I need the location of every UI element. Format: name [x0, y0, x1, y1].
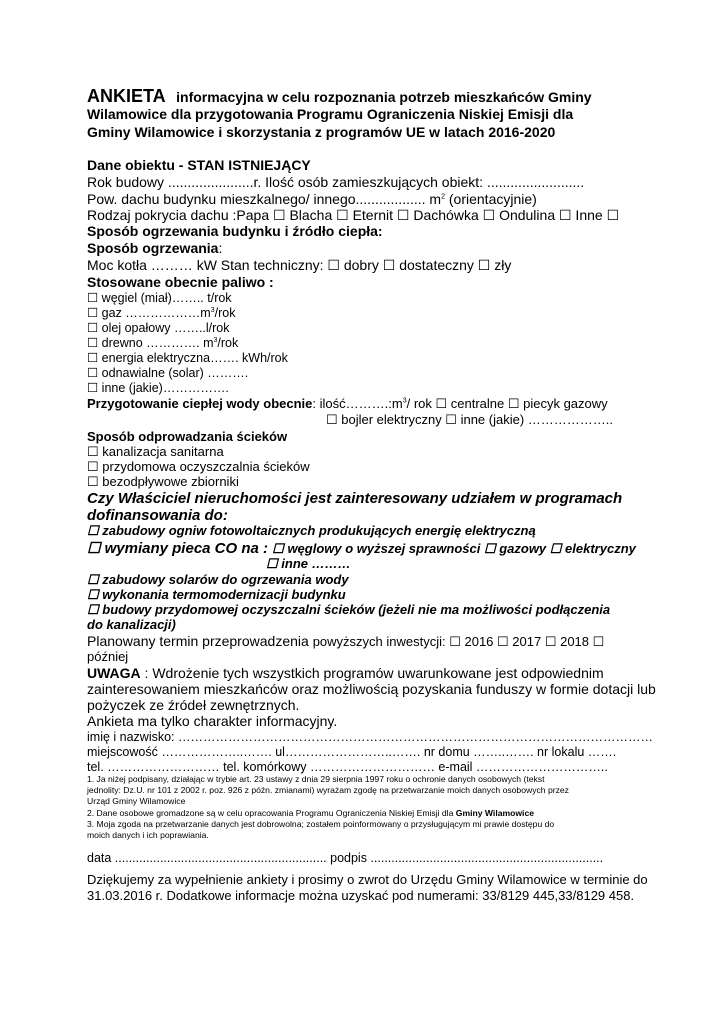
- name-field[interactable]: imię i nazwisko: ……………………………………………………………………………………………………: [87, 730, 653, 744]
- term-line: [87, 633, 604, 651]
- build-year-line: Rok budowy ......................r. Ilość osób zamieszkujących obiekt: .........................: [87, 174, 585, 190]
- fuel-heading: Stosowane obecnie paliwo :: [87, 274, 274, 290]
- fuel-option-coal: ☐ węgiel (miał)…….. t/rok: [87, 291, 232, 305]
- consent-1-line-3: Urząd Gminy Wilamowice: [87, 796, 186, 806]
- interest-option-sewage-2: do kanalizacji): [87, 617, 176, 632]
- fuel-option-gas-text: ☐ gaz ………………m: [87, 306, 211, 320]
- object-heading: Dane obiektu - STAN ISTNIEJĄCY: [87, 157, 311, 173]
- interest-question-1: Czy Właściciel nieruchomości jest zainteresowany udziałem w programach: [87, 490, 623, 507]
- hot-water-label: Przygotowanie ciepłej wody obecnie: [87, 396, 313, 411]
- fuel-option-other: ☐ inne (jakie)…………….: [87, 381, 229, 395]
- interest-stove-label: ☐ wymiany pieca CO na :: [87, 540, 273, 557]
- roof-type-line: Rodzaj pokrycia dachu :Papa ☐ Blacha ☐ Eternit ☐ Dachówka ☐ Ondulina ☐ Inne ☐: [87, 207, 620, 223]
- consent-3-line-1: 3. Moja zgoda na przetwarzanie danych jest dobrowolna; zostałem poinformowany o przysługującym mi prawie dostępu do: [87, 819, 555, 829]
- consent-3-line-2: moich danych i ich poprawiania.: [87, 830, 209, 840]
- note-line-3: pożyczek ze źródeł zewnętrznych.: [87, 697, 300, 713]
- interest-question-2: dofinansowania do:: [87, 507, 228, 524]
- term-later: później: [87, 649, 129, 664]
- note-text-1: : Wdrożenie tych wszystkich programów uwarunkowane jest odpowiednim: [140, 665, 604, 681]
- heating-heading: Sposób ogrzewania budynku i źródło ciepła:: [87, 223, 383, 239]
- fuel-option-gas-sup: 3: [210, 306, 215, 314]
- survey-title-line-1: [87, 86, 592, 107]
- footer-line-1: Dziękujemy za wypełnienie ankiety i prosimy o zwrot do Urzędu Gminy Wilamowice w terminie do: [87, 872, 648, 887]
- interest-stove-types: ☐ węglowy o wyższej sprawności ☐ gazowy ☐ elektryczny: [272, 541, 636, 556]
- hot-water-sup: 3: [402, 397, 407, 405]
- hot-water-line-2: ☐ bojler elektryczny ☐ inne (jakie) ………………..: [326, 412, 613, 427]
- term-label: Planowany termin przeprowadzenia: [87, 633, 313, 649]
- sewage-heading: Sposób odprowadzania ścieków: [87, 429, 288, 444]
- consent-2-text: 2. Dane osobowe gromadzone są w celu opracowania Programu Ograniczenia Niskiej Emisji dla: [87, 808, 456, 818]
- interest-option-solar: ☐ zabudowy solarów do ogrzewania wody: [87, 572, 349, 587]
- consent-1-line-1: 1. Ja niżej podpisany, działając w trybie art. 23 ustawy z dnia 29 sierpnia 1997 roku o ochronie danych osobowych (tekst: [87, 774, 545, 784]
- sewage-option-sanitary: ☐ kanalizacja sanitarna: [87, 444, 224, 459]
- contact-field[interactable]: tel. ……………………… tel. komórkowy ………………………… e-mail …………………………..: [87, 760, 608, 774]
- note-label: UWAGA: [87, 665, 141, 681]
- survey-title-rest: informacyjna w celu rozpoznania potrzeb mieszkańców Gminy: [176, 89, 592, 105]
- roof-area-unit-sup: 2: [441, 193, 445, 201]
- fuel-option-wood-sup: 3: [213, 336, 218, 344]
- fuel-option-solar: ☐ odnawialne (solar) ……….: [87, 366, 249, 380]
- hot-water-amount: : ilość……….:m: [312, 396, 403, 411]
- hot-water-line: [87, 397, 608, 412]
- address-field[interactable]: miejscowość ………………..……. ul……………………..……. nr domu ……..……. nr lokalu …….: [87, 745, 617, 759]
- consent-2-municipality: Gminy Wilamowice: [455, 808, 535, 818]
- note-line-2: zainteresowaniem mieszkańców oraz możliwością pozyskania funduszy w formie dotacji lub: [87, 681, 656, 697]
- fuel-option-gas: [87, 306, 235, 320]
- heating-method-colon: :: [218, 240, 223, 256]
- roof-area-suffix: (orientacyjnie): [445, 191, 537, 207]
- survey-title-line-2: Wilamowice dla przygotowania Programu Ograniczenia Niskiej Emisji dla: [87, 106, 574, 122]
- boiler-line: Moc kotła ……… kW Stan techniczny: ☐ dobry ☐ dostateczny ☐ zły: [87, 257, 512, 273]
- fuel-option-wood: [87, 336, 238, 350]
- fuel-option-oil: ☐ olej opałowy ……..l/rok: [87, 321, 230, 335]
- heating-method-line: [87, 240, 222, 256]
- footer-line-2: 31.03.2016 r. Dodatkowe informacje można uzyskać pod numerami: 33/8129 445,33/8129 458.: [87, 888, 635, 903]
- roof-area-line: [87, 191, 537, 207]
- sewage-option-treatment: ☐ przydomowa oczyszczalnia ścieków: [87, 459, 310, 474]
- fuel-option-wood-text: ☐ drewno …………. m: [87, 336, 214, 350]
- interest-option-sewage: ☐ budowy przydomowej oczyszczalni ścieków (jeżeli nie ma możliwości podłączenia: [87, 602, 611, 617]
- hot-water-options: / rok ☐ centralne ☐ piecyk gazowy: [406, 396, 608, 411]
- interest-option-stove: [87, 540, 636, 558]
- survey-title-word: ANKIETA: [87, 86, 166, 106]
- date-signature-line[interactable]: data ............................................................. podpis ...................................................................: [87, 851, 604, 865]
- note-line-1: [87, 665, 604, 681]
- interest-stove-other: ☐ inne ………: [266, 556, 351, 571]
- fuel-option-wood-unit: /rok: [217, 336, 239, 350]
- info-line: Ankieta ma tylko charakter informacyjny.: [87, 713, 338, 729]
- term-options: powyższych inwestycji: ☐ 2016 ☐ 2017 ☐ 2018 ☐: [312, 634, 605, 649]
- consent-1-line-2: jednolity: Dz.U. nr 101 z 2002 r. poz. 926 z późn. zmianami) wyrażam zgodę na przetwarzanie moich danych osobowych przez: [87, 785, 569, 795]
- fuel-option-gas-unit: /rok: [214, 306, 236, 320]
- roof-area-text: Pow. dachu budynku mieszkalnego/ innego.................. m: [87, 191, 442, 207]
- consent-2: [87, 808, 534, 818]
- survey-title-line-3: Gminy Wilamowice i skorzystania z programów UE w latach 2016-2020: [87, 124, 556, 140]
- fuel-option-electric: ☐ energia elektryczna……. kWh/rok: [87, 351, 288, 365]
- sewage-option-tanks: ☐ bezodpływowe zbiorniki: [87, 474, 239, 489]
- interest-option-pv: ☐ zabudowy ogniw fotowoltaicznych produkujących energię elektryczną: [87, 523, 536, 538]
- interest-option-thermo: ☐ wykonania termomodernizacji budynku: [87, 587, 346, 602]
- heating-method-label: Sposób ogrzewania: [87, 240, 219, 256]
